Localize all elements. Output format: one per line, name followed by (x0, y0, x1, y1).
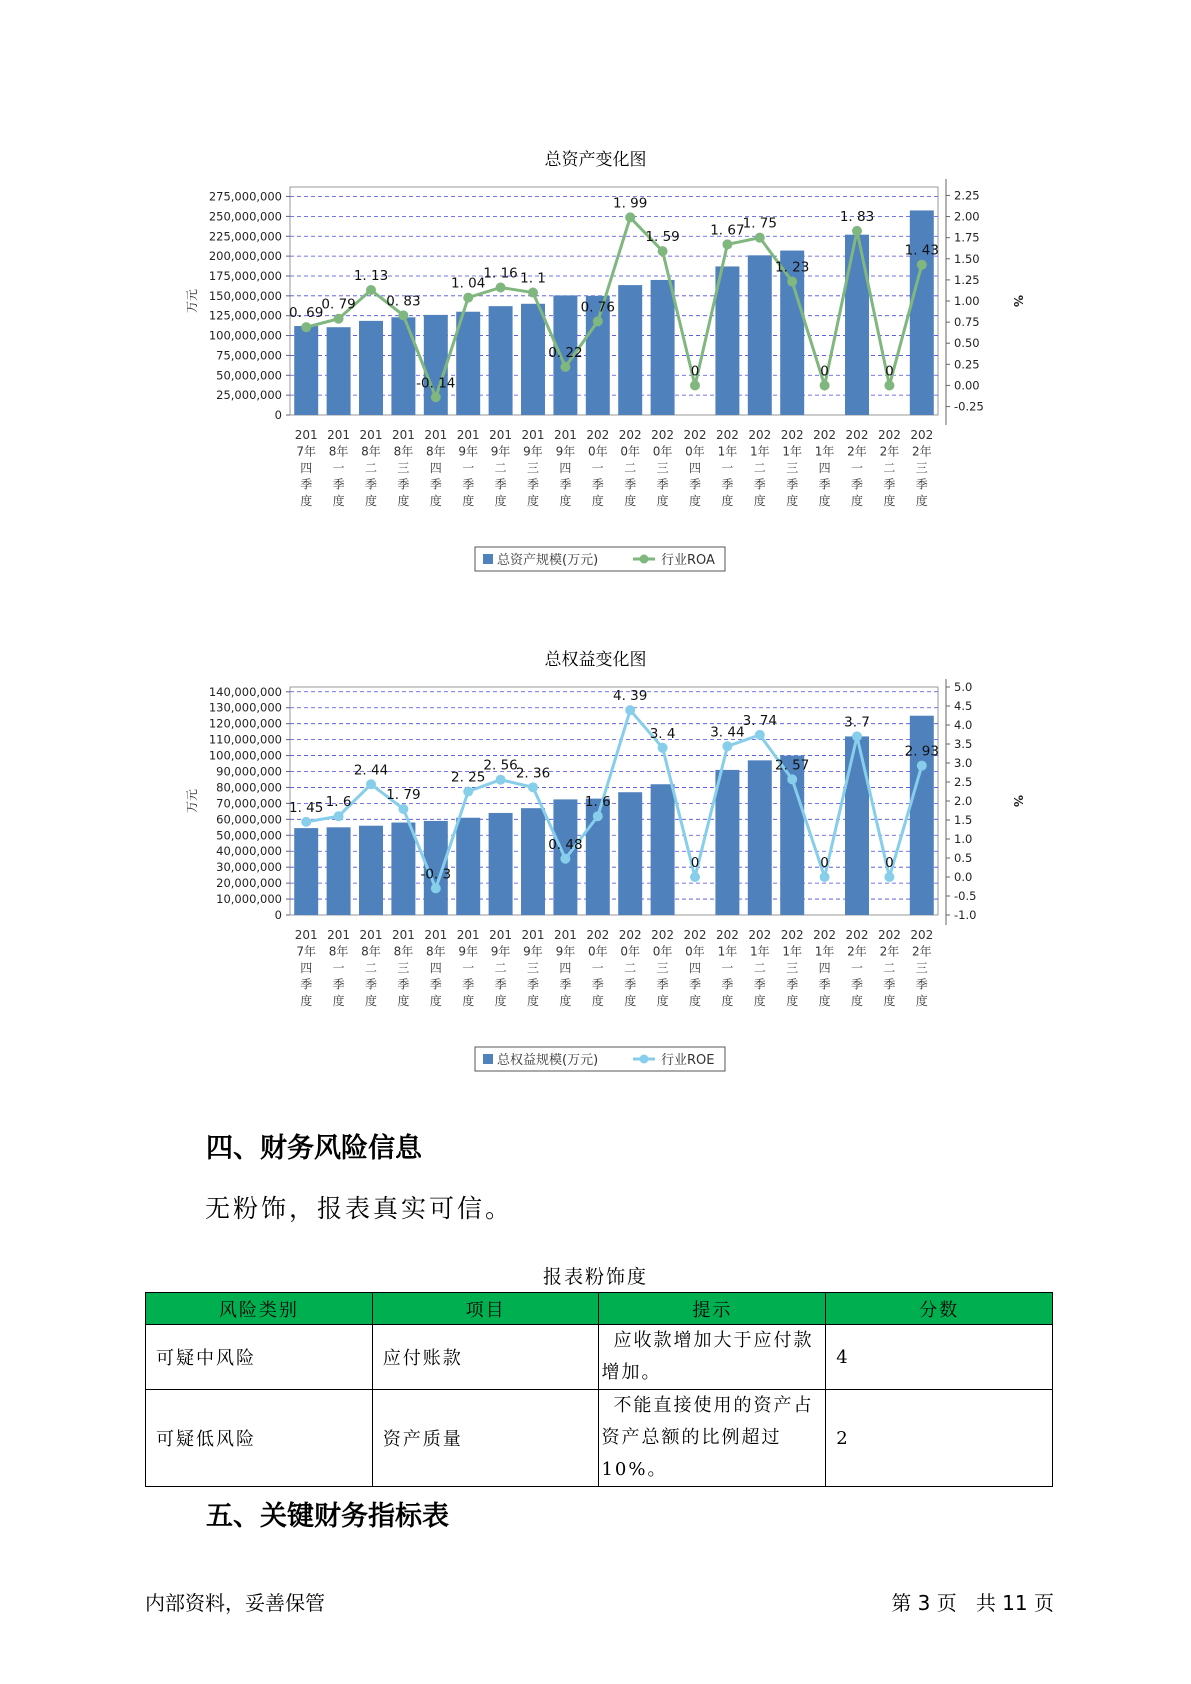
series-point (722, 741, 732, 751)
table-row (146, 1390, 1053, 1487)
x-tick-label: 201 9年一季度 (456, 428, 480, 508)
total-equity-chart (180, 675, 1040, 1095)
x-tick-label: 202 1年一季度 (715, 428, 739, 508)
y2-tick-label: 0.75 (954, 315, 980, 330)
header-tip: 提示 (599, 1293, 826, 1325)
y-tick-label: 110,000,000 (208, 732, 282, 747)
series-point (398, 310, 408, 320)
y2-tick-label: 1.50 (954, 251, 980, 266)
data-label: 2. 57 (775, 757, 810, 774)
y-tick-label: 90,000,000 (216, 764, 282, 779)
series-point (528, 288, 538, 298)
bar (521, 304, 545, 415)
series-point (658, 246, 668, 256)
data-label: 1. 23 (775, 259, 810, 276)
series-point (560, 362, 570, 372)
x-tick-label: 202 2年三季度 (910, 428, 934, 508)
y-tick-label: 0 (274, 908, 282, 922)
x-tick-label: 202 1年四季度 (813, 428, 837, 508)
data-label: 0 (820, 855, 829, 871)
chart-title-total-equity: 总权益变化图 (544, 650, 647, 670)
y2-tick-label: -1.0 (954, 908, 977, 922)
series-point (366, 779, 376, 789)
x-tick-label: 201 8年二季度 (359, 928, 383, 1008)
y2-tick-label: 2.5 (954, 775, 973, 789)
x-tick-label: 202 2年一季度 (845, 928, 869, 1008)
x-tick-label: 201 8年三季度 (391, 928, 415, 1008)
y-tick-label: 125,000,000 (208, 308, 282, 323)
x-tick-label: 202 0年二季度 (618, 428, 642, 508)
x-tick-label: 201 8年四季度 (424, 928, 448, 1008)
y-tick-label: 10,000,000 (216, 892, 282, 907)
x-tick-label: 202 1年三季度 (780, 428, 804, 508)
y2-tick-label: 1.0 (954, 832, 973, 846)
data-label: 0. 79 (321, 296, 356, 313)
x-tick-label: 202 1年一季度 (715, 928, 739, 1008)
series-point (787, 774, 797, 784)
bar (845, 736, 869, 915)
chart-title-total-assets: 总资产变化图 (544, 150, 647, 170)
y-tick-label: 175,000,000 (208, 268, 282, 283)
x-tick-label: 202 0年三季度 (651, 428, 675, 508)
x-tick-label: 202 2年二季度 (877, 928, 901, 1008)
section-heading-key-indicators: 五、关键财务指标表 (206, 1501, 449, 1532)
bar (715, 770, 739, 915)
bar (294, 326, 318, 415)
x-tick-label: 201 9年一季度 (456, 928, 480, 1008)
series-point (366, 285, 376, 295)
cell-risk-category: 可疑中风险 (146, 1325, 373, 1390)
bar (651, 784, 675, 915)
cell-score: 2 (826, 1390, 1053, 1487)
series-point (755, 233, 765, 243)
bar (391, 317, 415, 415)
y-tick-label: 100,000,000 (208, 748, 282, 763)
data-label: -0. 14 (416, 375, 456, 392)
y-tick-label: 25,000,000 (216, 388, 282, 403)
x-tick-label: 202 0年三季度 (651, 928, 675, 1008)
x-tick-label: 202 2年三季度 (910, 928, 934, 1008)
bar (845, 235, 869, 415)
x-tick-label: 202 0年一季度 (586, 428, 610, 508)
data-label: 0. 69 (289, 305, 324, 322)
data-label: 2. 36 (515, 765, 551, 782)
x-tick-label: 202 1年二季度 (748, 428, 772, 508)
data-label: 1. 75 (742, 215, 777, 232)
bar (391, 823, 415, 915)
cell-score: 4 (826, 1325, 1053, 1390)
series-point (560, 854, 570, 864)
bar (327, 827, 351, 915)
data-label: 1. 67 (710, 222, 745, 239)
y2-axis-title: % (1011, 794, 1025, 808)
bar (618, 792, 642, 915)
y-tick-label: 60,000,000 (216, 812, 282, 827)
series-point (820, 380, 830, 390)
bar (456, 818, 480, 915)
y-axis-title: 万元 (185, 788, 199, 814)
x-tick-label: 201 9年三季度 (521, 928, 545, 1008)
data-label: 1. 16 (483, 265, 518, 282)
x-tick-label: 201 8年三季度 (391, 428, 415, 508)
risk-table (145, 1292, 1053, 1487)
data-label: 0 (885, 363, 894, 380)
series-point (593, 811, 603, 821)
x-tick-label: 201 8年四季度 (424, 428, 448, 508)
x-tick-label: 202 2年一季度 (845, 428, 869, 508)
bar (618, 285, 642, 415)
section-heading-financial-risk: 四、财务风险信息 (206, 1133, 422, 1164)
y-tick-label: 275,000,000 (208, 189, 282, 204)
y2-tick-label: 1.75 (954, 230, 980, 245)
y-tick-label: 20,000,000 (216, 876, 282, 891)
risk-conclusion-text: 无粉饰，报表真实可信。 (205, 1194, 514, 1223)
y-tick-label: 50,000,000 (216, 368, 282, 383)
y-tick-label: 250,000,000 (208, 209, 282, 224)
bar (748, 760, 772, 915)
cell-item: 资产质量 (372, 1390, 599, 1487)
x-tick-label: 202 0年四季度 (683, 428, 707, 508)
y2-tick-label: 3.0 (954, 756, 973, 770)
y2-tick-label: -0.25 (954, 399, 984, 414)
bar (327, 327, 351, 415)
cell-tip: 不能直接使用的资产占资产总额的比例超过10%。 (599, 1390, 826, 1487)
y-tick-label: 150,000,000 (208, 288, 282, 303)
y2-tick-label: 1.25 (954, 272, 980, 287)
y-tick-label: 75,000,000 (216, 348, 282, 363)
series-point (625, 705, 635, 715)
y2-tick-label: 3.5 (954, 737, 973, 751)
y-tick-label: 40,000,000 (216, 844, 282, 859)
x-tick-label: 201 9年三季度 (521, 428, 545, 508)
data-label: 1. 6 (325, 794, 352, 811)
series-point (431, 883, 441, 893)
data-label: 1. 6 (584, 794, 611, 811)
y2-tick-label: 2.25 (954, 188, 980, 203)
y-tick-label: 100,000,000 (208, 328, 282, 343)
legend-line-label: 行业ROE (661, 1053, 715, 1068)
x-tick-label: 202 1年二季度 (748, 928, 772, 1008)
cell-risk-category: 可疑低风险 (146, 1390, 373, 1487)
y-tick-label: 80,000,000 (216, 780, 282, 795)
series-point (787, 277, 797, 287)
x-tick-label: 202 0年二季度 (618, 928, 642, 1008)
data-label: 0. 76 (580, 299, 615, 316)
data-label: 1. 1 (520, 270, 546, 287)
y2-tick-label: 4.0 (954, 718, 973, 732)
y-tick-label: 50,000,000 (216, 828, 282, 843)
x-tick-label: 201 8年二季度 (359, 428, 383, 508)
legend-bar-swatch (483, 554, 493, 564)
data-label: 0 (690, 363, 700, 380)
series-point (690, 872, 700, 882)
series-point (722, 239, 732, 249)
series-point (301, 322, 311, 332)
legend-bar-label: 总资产规模(万元) (497, 553, 599, 568)
data-label: 3. 7 (844, 714, 870, 731)
series-point (301, 817, 311, 827)
cell-item: 应付账款 (372, 1325, 599, 1390)
series-point (917, 260, 927, 270)
cell-tip: 应收款增加大于应付款增加。 (599, 1325, 826, 1390)
data-label: 1. 45 (289, 799, 324, 816)
data-label: 0 (885, 855, 894, 871)
series-point (820, 872, 830, 882)
header-score: 分数 (826, 1293, 1053, 1325)
bar (715, 266, 739, 415)
y-tick-label: 70,000,000 (216, 796, 282, 811)
data-label: 1. 83 (839, 208, 875, 225)
y2-tick-label: 5.0 (954, 680, 973, 694)
y-tick-label: 140,000,000 (208, 684, 282, 699)
y2-tick-label: -0.5 (954, 889, 977, 903)
risk-table-caption: 报表粉饰度 (542, 1266, 648, 1288)
data-label: 1. 04 (451, 275, 486, 292)
y2-tick-label: 1.5 (954, 813, 973, 827)
series-point (431, 392, 441, 402)
legend-bar-label: 总权益规模(万元) (497, 1053, 599, 1068)
x-tick-label: 201 9年二季度 (489, 928, 513, 1008)
data-label: 3. 44 (710, 724, 745, 741)
y2-tick-label: 2.00 (954, 209, 980, 224)
x-tick-label: 201 8年一季度 (327, 428, 351, 508)
series-point (334, 314, 344, 324)
table-row (146, 1325, 1053, 1390)
y2-tick-label: 0.25 (954, 357, 980, 372)
series-point (884, 872, 894, 882)
data-label: 2. 44 (353, 762, 389, 779)
footer-page-number: 第 3 页 共 11 页 (891, 1591, 1054, 1615)
data-label: 2. 25 (451, 769, 486, 786)
y2-tick-label: 4.5 (954, 699, 973, 713)
data-label: 3. 4 (649, 725, 676, 742)
bar (359, 321, 383, 415)
x-tick-label: 202 0年四季度 (683, 928, 707, 1008)
series-point (852, 731, 862, 741)
bar (651, 280, 675, 415)
bar (489, 813, 513, 915)
data-label: 2. 93 (904, 743, 939, 760)
data-label: 1. 99 (613, 195, 648, 212)
series-point (917, 761, 927, 771)
bar (294, 828, 318, 915)
y2-tick-label: 0.5 (954, 851, 973, 865)
x-tick-label: 201 8年一季度 (327, 928, 351, 1008)
data-label: 0 (690, 855, 700, 871)
x-tick-label: 201 9年四季度 (553, 428, 577, 508)
series-point (463, 787, 473, 797)
y-tick-label: 120,000,000 (208, 716, 282, 731)
series-point (852, 226, 862, 236)
header-risk-category: 风险类别 (146, 1293, 373, 1325)
series-point (496, 775, 506, 785)
data-label: 0. 83 (386, 293, 421, 310)
bar (489, 306, 513, 415)
data-label: -0. 3 (420, 866, 452, 883)
bar (521, 808, 545, 915)
legend-line-label: 行业ROA (661, 553, 715, 568)
y-tick-label: 200,000,000 (208, 249, 282, 264)
legend-line-marker (640, 1055, 649, 1064)
x-tick-label: 201 7年四季度 (294, 928, 318, 1008)
data-label: 1. 79 (386, 786, 421, 803)
header-item: 项目 (372, 1293, 599, 1325)
series-point (690, 380, 700, 390)
y-tick-label: 0 (274, 408, 282, 422)
x-tick-label: 202 0年一季度 (586, 928, 610, 1008)
series-point (593, 316, 603, 326)
series-point (755, 730, 765, 740)
legend-bar-swatch (483, 1054, 493, 1064)
footer-confidential-note: 内部资料，妥善保管 (145, 1591, 325, 1615)
x-tick-label: 202 1年四季度 (813, 928, 837, 1008)
data-label: 1. 43 (904, 242, 939, 259)
series-point (884, 380, 894, 390)
series-point (625, 212, 635, 222)
y-tick-label: 130,000,000 (208, 700, 282, 715)
bar (359, 826, 383, 915)
series-point (658, 743, 668, 753)
y2-tick-label: 0.50 (954, 336, 980, 351)
bar (748, 255, 772, 415)
data-label: 4. 39 (613, 688, 648, 705)
y-tick-label: 225,000,000 (208, 229, 282, 244)
series-point (398, 804, 408, 814)
series-point (528, 782, 538, 792)
data-label: 2. 56 (483, 757, 518, 774)
series-point (463, 293, 473, 303)
y2-tick-label: 2.0 (954, 794, 973, 808)
y-tick-label: 30,000,000 (216, 860, 282, 875)
data-label: 0. 48 (548, 836, 583, 853)
y2-tick-label: 0.0 (954, 870, 973, 884)
bar (910, 210, 934, 415)
series-point (334, 811, 344, 821)
y-axis-title: 万元 (185, 288, 199, 314)
y2-tick-label: 1.00 (954, 294, 980, 308)
data-label: 0. 22 (548, 344, 583, 361)
x-tick-label: 201 9年四季度 (553, 928, 577, 1008)
x-tick-label: 201 9年二季度 (489, 428, 513, 508)
legend-line-marker (640, 555, 649, 564)
data-label: 1. 59 (645, 229, 680, 246)
x-tick-label: 201 7年四季度 (294, 428, 318, 508)
data-label: 1. 13 (353, 268, 389, 285)
total-assets-chart (180, 175, 1040, 595)
series-point (496, 282, 506, 292)
risk-table-header (146, 1293, 1053, 1325)
data-label: 3. 74 (742, 712, 777, 729)
x-tick-label: 202 2年二季度 (877, 428, 901, 508)
data-label: 0 (820, 363, 829, 380)
y2-tick-label: 0.00 (954, 378, 980, 393)
y2-axis-title: % (1011, 294, 1025, 308)
x-tick-label: 202 1年三季度 (780, 928, 804, 1008)
